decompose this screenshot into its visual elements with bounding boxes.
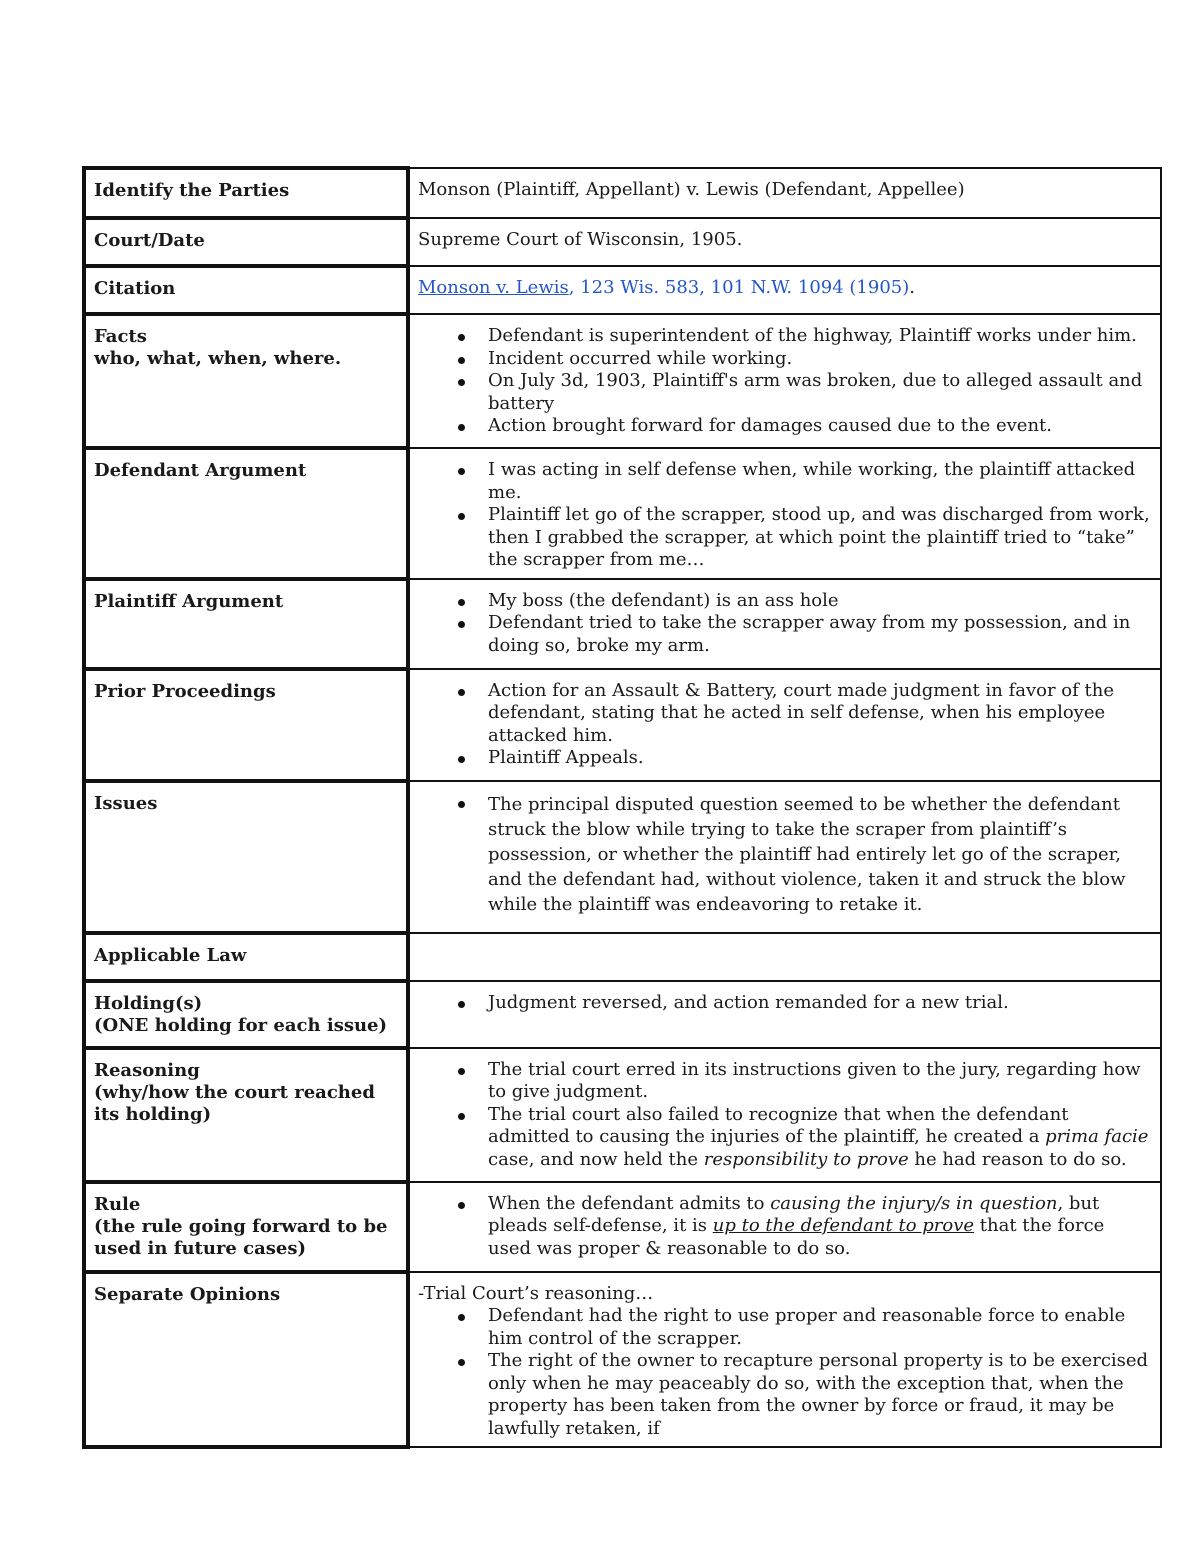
- list-item: My boss (the defendant) is an ass hole: [488, 590, 1152, 613]
- label-defendant-argument: Defendant Argument: [84, 448, 408, 579]
- citation-end: .: [909, 277, 915, 298]
- list-item: [488, 1104, 1152, 1172]
- row-defendant-argument: [84, 448, 1161, 579]
- case-brief-table: [82, 166, 1162, 1449]
- row-court: [84, 218, 1161, 266]
- reasoning-subtitle: (why/how the court reached its holding): [94, 1081, 375, 1125]
- rule-emphasis: causing the injury/s in question: [770, 1192, 1058, 1214]
- list-item: Judgment reversed, and action remanded for a new trial.: [488, 992, 1152, 1015]
- separate-intro: -Trial Court’s reasoning…: [418, 1282, 654, 1304]
- holdings-subtitle: (ONE holding for each issue): [94, 1014, 388, 1036]
- value-facts: [408, 314, 1161, 448]
- label-court: Court/Date: [84, 218, 408, 266]
- facts-subtitle: who, what, when, where.: [94, 348, 342, 369]
- list-item: The trial court erred in its instructions given to the jury, regarding how to give judgment.: [488, 1059, 1152, 1104]
- rule-text: that the force used was proper & reasonable to do so.: [488, 1215, 1105, 1259]
- row-parties: [84, 168, 1161, 218]
- value-reasoning: [408, 1048, 1161, 1182]
- label-facts: [84, 314, 408, 448]
- list-item: The principal disputed question seemed to be whether the defendant struck the blow while trying to take the scraper from plaintiff’s possession, or whether the plaintiff had entirely let go of the scraper, and the defendant had, without violence, taken it and struck the blow while the plaintiff was endeavoring to retake it.: [488, 792, 1152, 917]
- label-citation: Citation: [84, 266, 408, 314]
- reasoning-emphasis: prima facie: [1045, 1126, 1149, 1147]
- list-item: I was acting in self defense when, while working, the plaintiff attacked me.: [488, 459, 1152, 504]
- reasoning-text: The trial court also failed to recognize that when the defendant admitted to causing the injuries of the plaintiff, he created a: [488, 1103, 1069, 1147]
- value-plaintiff-argument: [408, 579, 1161, 669]
- list-item: Defendant is superintendent of the highway, Plaintiff works under him.: [488, 325, 1152, 348]
- row-separate-opinions: [84, 1272, 1161, 1448]
- row-issues: [84, 781, 1161, 933]
- rule-text: When the defendant admits to: [488, 1192, 771, 1214]
- list-item: [488, 1193, 1152, 1261]
- label-parties: Identify the Parties: [84, 168, 408, 218]
- list-item: Action brought forward for damages caused due to the event.: [488, 415, 1152, 438]
- label-separate-opinions: Separate Opinions: [84, 1272, 408, 1448]
- value-parties: Monson (Plaintiff, Appellant) v. Lewis (Defendant, Appellee): [408, 168, 1161, 218]
- row-holdings: [84, 981, 1161, 1048]
- row-reasoning: [84, 1048, 1161, 1182]
- value-separate-opinions: [408, 1272, 1161, 1448]
- value-prior-proceedings: [408, 669, 1161, 781]
- value-issues: [408, 781, 1161, 933]
- rule-subtitle: (the rule going forward to be used in future cases): [94, 1215, 388, 1259]
- label-applicable-law: Applicable Law: [84, 933, 408, 981]
- value-court: Supreme Court of Wisconsin, 1905.: [408, 218, 1161, 266]
- row-facts: [84, 314, 1161, 448]
- value-rule: [408, 1182, 1161, 1272]
- label-plaintiff-argument: Plaintiff Argument: [84, 579, 408, 669]
- rule-text: , but pleads self-defense, it is: [488, 1192, 1100, 1236]
- row-prior-proceedings: [84, 669, 1161, 781]
- reasoning-text: case, and now held the: [488, 1148, 704, 1170]
- reasoning-text: he had reason to do so.: [908, 1148, 1127, 1170]
- list-item: Defendant had the right to use proper and reasonable force to enable him control of the scrapper.: [488, 1305, 1152, 1350]
- value-defendant-argument: [408, 448, 1161, 579]
- reasoning-emphasis: responsibility to prove: [703, 1148, 909, 1170]
- rule-emphasis-underlined: up to the defendant to prove: [712, 1215, 975, 1236]
- reasoning-title: Reasoning: [94, 1059, 200, 1081]
- list-item: On July 3d, 1903, Plaintiff's arm was broken, due to alleged assault and battery: [488, 370, 1152, 415]
- rule-title: Rule: [94, 1193, 141, 1215]
- list-item: Plaintiff Appeals.: [488, 747, 1152, 770]
- list-item: Incident occurred while working.: [488, 348, 1152, 371]
- row-plaintiff-argument: [84, 579, 1161, 669]
- list-item: The right of the owner to recapture personal property is to be exercised only when he may peaceably do so, with the exception that, when the property has been taken from the owner by force or fraud, it may be lawfully retaken, if: [488, 1350, 1152, 1440]
- value-holdings: [408, 981, 1161, 1048]
- label-reasoning: [84, 1048, 408, 1182]
- value-citation: [408, 266, 1161, 314]
- row-rule: [84, 1182, 1161, 1272]
- facts-title: Facts: [94, 326, 147, 347]
- list-item: Plaintiff let go of the scrapper, stood up, and was discharged from work, then I grabbed the scrapper, at which point the plaintiff tried to “take” the scrapper from me…: [488, 504, 1152, 572]
- label-prior-proceedings: Prior Proceedings: [84, 669, 408, 781]
- label-issues: Issues: [84, 781, 408, 933]
- list-item: Action for an Assault & Battery, court made judgment in favor of the defendant, stating that he acted in self defense, when his employee attacked him.: [488, 680, 1152, 748]
- holdings-title: Holding(s): [94, 992, 203, 1014]
- label-holdings: [84, 981, 408, 1048]
- row-applicable-law: [84, 933, 1161, 981]
- citation-reporter: , 123 Wis. 583, 101 N.W. 1094 (1905): [568, 277, 910, 298]
- value-applicable-law: [408, 933, 1161, 981]
- label-rule: [84, 1182, 408, 1272]
- row-citation: [84, 266, 1161, 314]
- list-item: Defendant tried to take the scrapper away from my possession, and in doing so, broke my arm.: [488, 612, 1152, 657]
- citation-link[interactable]: Monson v. Lewis: [418, 277, 569, 298]
